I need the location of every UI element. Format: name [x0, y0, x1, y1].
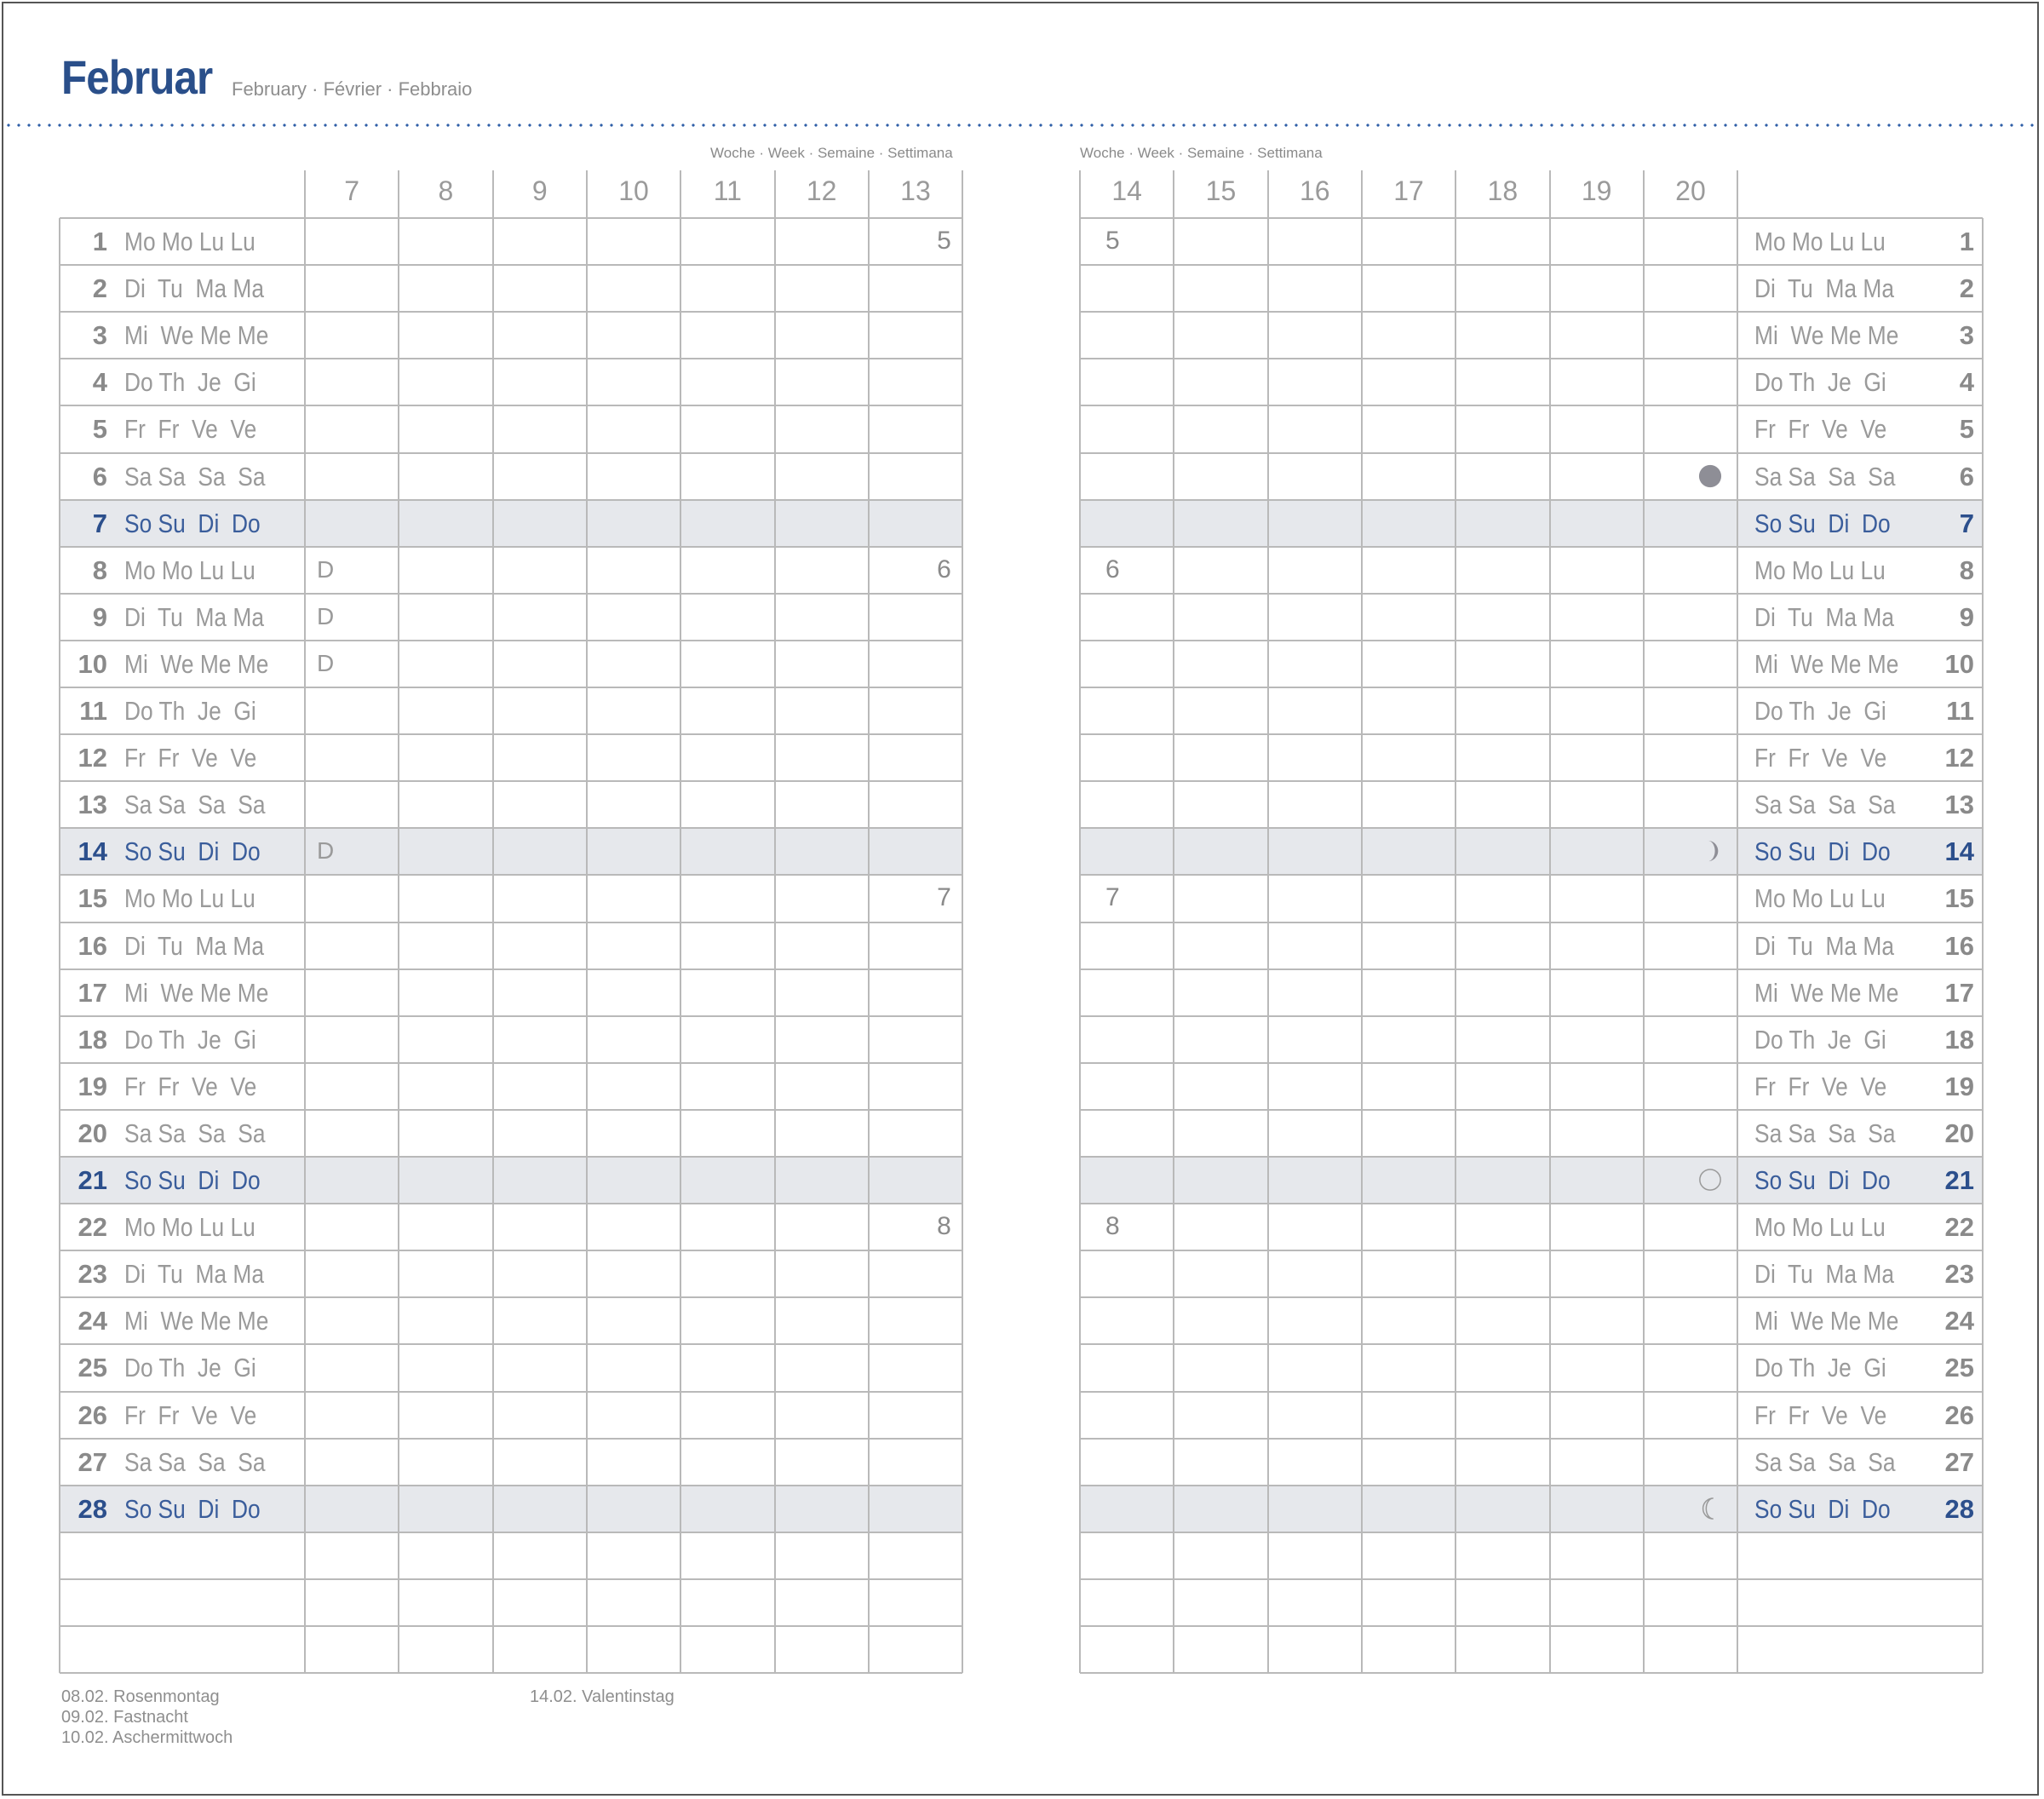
grid-line — [586, 170, 588, 1673]
day-names-left: Do Th Je Gi — [124, 1024, 256, 1055]
week-label-left: Woche · Week · Semaine · Settimana — [710, 145, 953, 161]
day-names-right: Fr Fr Ve Ve — [1754, 414, 1887, 445]
day-names-right: Sa Sa Sa Sa — [1754, 461, 1896, 491]
row-line-right — [1080, 499, 1983, 501]
row-line-left — [60, 1062, 962, 1064]
day-number-left: 18 — [78, 1024, 107, 1055]
day-names-left: Mi We Me Me — [124, 648, 269, 679]
row-line-left — [60, 1625, 962, 1627]
day-names-left: Sa Sa Sa Sa — [124, 461, 266, 491]
month-title: Februar — [61, 50, 213, 104]
day-names-left: Fr Fr Ve Ve — [124, 1071, 257, 1101]
day-number-right: 4 — [1959, 367, 1974, 398]
row-line-right — [1080, 874, 1983, 876]
row-line-right — [1080, 217, 1983, 219]
calendar-week-number: 5 — [937, 227, 951, 255]
row-line-right — [1080, 405, 1983, 406]
day-names-left: Do Th Je Gi — [124, 696, 256, 726]
row-line-right — [1080, 1485, 1983, 1486]
holiday-marker: D — [317, 837, 335, 865]
day-names-right: Mo Mo Lu Lu — [1754, 227, 1886, 256]
calendar-week-number: 6 — [937, 555, 951, 583]
row-line-right — [1080, 593, 1983, 595]
day-number-left: 9 — [92, 601, 107, 632]
day-names-left: Sa Sa Sa Sa — [124, 1446, 266, 1477]
day-number-left: 26 — [78, 1400, 107, 1430]
row-line-right — [1080, 780, 1983, 782]
day-number-right: 26 — [1944, 1400, 1974, 1430]
week-column-header: 20 — [1675, 175, 1706, 206]
grid-line — [398, 170, 399, 1673]
day-names-left: So Su Di Do — [124, 836, 261, 867]
last-quarter-icon — [1698, 1497, 1722, 1520]
first-quarter-icon — [1698, 839, 1722, 863]
day-number-left: 19 — [78, 1071, 107, 1101]
day-number-right: 3 — [1959, 320, 1974, 351]
day-number-right: 24 — [1944, 1306, 1974, 1336]
row-line-right — [1080, 1156, 1983, 1158]
dotted-divider — [3, 124, 2041, 127]
row-line-right — [1080, 922, 1983, 923]
grid-line — [1737, 170, 1738, 1673]
day-names-right: Mo Mo Lu Lu — [1754, 555, 1886, 585]
row-line-left — [60, 452, 962, 454]
grid-line — [492, 170, 494, 1673]
calendar-week-number: 7 — [1105, 883, 1120, 912]
holiday-list-left — [61, 1687, 233, 1748]
calendar-week-number: 6 — [1105, 555, 1120, 583]
day-number-right: 18 — [1944, 1024, 1974, 1055]
day-number-left: 17 — [78, 977, 107, 1008]
day-number-right: 10 — [1944, 648, 1974, 679]
day-names-left: Fr Fr Ve Ve — [124, 414, 257, 445]
day-names-right: Mi We Me Me — [1754, 648, 1899, 679]
row-line-left — [60, 1156, 962, 1158]
week-column-header: 17 — [1393, 175, 1424, 206]
day-number-right: 9 — [1959, 601, 1974, 632]
row-line-right — [1080, 264, 1983, 266]
day-number-left: 13 — [78, 790, 107, 820]
grid-line — [1361, 170, 1363, 1673]
day-names-right: Di Tu Ma Ma — [1754, 930, 1894, 961]
row-line-left — [60, 217, 962, 219]
month-subtitle: February · Février · Febbraio — [232, 78, 473, 100]
holiday-item: 14.02. Valentinstag — [530, 1687, 675, 1706]
grid-line — [1549, 170, 1551, 1673]
day-number-right: 16 — [1944, 930, 1974, 961]
day-names-left: Di Tu Ma Ma — [124, 273, 264, 304]
day-number-right: 14 — [1944, 836, 1974, 867]
row-line-left — [60, 1391, 962, 1393]
day-names-left: So Su Di Do — [124, 1493, 261, 1524]
grid-line — [1267, 170, 1269, 1673]
row-line-left — [60, 922, 962, 923]
row-line-left — [60, 827, 962, 829]
grid-line — [680, 170, 681, 1673]
day-number-right: 21 — [1944, 1165, 1974, 1195]
week-column-header: 15 — [1205, 175, 1237, 206]
row-line-left — [60, 593, 962, 595]
row-line-right — [1080, 733, 1983, 735]
grid-line — [1982, 218, 1984, 1673]
day-number-left: 6 — [92, 461, 107, 491]
day-number-left: 5 — [92, 414, 107, 445]
holiday-marker: D — [317, 555, 335, 583]
day-names-right: Mi We Me Me — [1754, 977, 1899, 1008]
day-names-right: Do Th Je Gi — [1754, 1024, 1886, 1055]
day-number-right: 6 — [1959, 461, 1974, 491]
day-names-right: So Su Di Do — [1754, 836, 1891, 867]
day-number-left: 23 — [78, 1259, 107, 1290]
day-names-right: So Su Di Do — [1754, 1493, 1891, 1524]
day-names-right: Mo Mo Lu Lu — [1754, 883, 1886, 914]
day-number-left: 20 — [78, 1118, 107, 1148]
row-line-left — [60, 1438, 962, 1440]
day-names-left: Mo Mo Lu Lu — [124, 227, 256, 256]
day-names-right: So Su Di Do — [1754, 1165, 1891, 1195]
day-number-right: 2 — [1959, 273, 1974, 304]
week-column-header: 18 — [1487, 175, 1519, 206]
day-names-right: Sa Sa Sa Sa — [1754, 1446, 1896, 1477]
week-column-header: 16 — [1299, 175, 1330, 206]
row-line-right — [1080, 358, 1983, 359]
day-number-left: 25 — [78, 1353, 107, 1383]
grid-line — [1173, 170, 1174, 1673]
row-line-right — [1080, 1438, 1983, 1440]
grid-line — [962, 170, 963, 1673]
day-number-left: 24 — [78, 1306, 107, 1336]
day-names-right: Do Th Je Gi — [1754, 367, 1886, 398]
day-number-left: 8 — [92, 555, 107, 585]
day-names-left: Mi We Me Me — [124, 320, 269, 351]
row-line-right — [1080, 968, 1983, 970]
row-line-left — [60, 640, 962, 641]
day-names-left: Do Th Je Gi — [124, 1353, 256, 1383]
day-number-right: 12 — [1944, 743, 1974, 773]
row-line-right — [1080, 1532, 1983, 1533]
day-names-left: Di Tu Ma Ma — [124, 601, 264, 632]
row-line-right — [1080, 1391, 1983, 1393]
grid-line — [1643, 170, 1645, 1673]
day-number-right: 25 — [1944, 1353, 1974, 1383]
calendar-week-number: 7 — [937, 883, 951, 912]
row-line-left — [60, 264, 962, 266]
day-names-left: Mi We Me Me — [124, 977, 269, 1008]
day-names-right: Di Tu Ma Ma — [1754, 1259, 1894, 1290]
row-line-left — [60, 1672, 962, 1674]
row-line-left — [60, 780, 962, 782]
calendar-week-number: 5 — [1105, 227, 1120, 255]
row-line-left — [60, 1109, 962, 1111]
day-names-left: Fr Fr Ve Ve — [124, 743, 257, 773]
row-line-left — [60, 1250, 962, 1251]
week-column-header: 12 — [806, 175, 837, 206]
row-line-right — [1080, 311, 1983, 313]
week-column-header: 9 — [531, 175, 548, 206]
grid-line — [774, 170, 776, 1673]
week-column-header: 19 — [1581, 175, 1612, 206]
day-number-right: 17 — [1944, 977, 1974, 1008]
week-column-header: 13 — [900, 175, 931, 206]
day-names-left: Sa Sa Sa Sa — [124, 1118, 266, 1148]
day-names-right: So Su Di Do — [1754, 508, 1891, 538]
day-names-left: Mo Mo Lu Lu — [124, 883, 256, 914]
row-line-right — [1080, 1625, 1983, 1627]
calendar-week-number: 8 — [1105, 1212, 1120, 1241]
holiday-list-middle — [530, 1687, 675, 1707]
row-line-left — [60, 733, 962, 735]
day-number-left: 16 — [78, 930, 107, 961]
holiday-marker: D — [317, 602, 335, 629]
day-names-right: Sa Sa Sa Sa — [1754, 1118, 1896, 1148]
row-line-right — [1080, 1015, 1983, 1017]
row-line-right — [1080, 546, 1983, 548]
day-number-left: 12 — [78, 743, 107, 773]
row-line-left — [60, 1296, 962, 1298]
row-line-left — [60, 1485, 962, 1486]
day-names-left: Mi We Me Me — [124, 1306, 269, 1336]
row-line-left — [60, 1015, 962, 1017]
holiday-item: 10.02. Aschermittwoch — [61, 1728, 233, 1747]
day-number-left: 3 — [92, 320, 107, 351]
day-names-right: Sa Sa Sa Sa — [1754, 790, 1896, 820]
day-names-right: Do Th Je Gi — [1754, 1353, 1886, 1383]
row-line-left — [60, 546, 962, 548]
row-line-left — [60, 405, 962, 406]
day-names-right: Mi We Me Me — [1754, 1306, 1899, 1336]
row-line-left — [60, 499, 962, 501]
week-column-header: 11 — [713, 175, 742, 206]
grid-line — [1079, 170, 1081, 1673]
day-number-right: 15 — [1944, 883, 1974, 914]
row-line-right — [1080, 687, 1983, 688]
day-number-right: 22 — [1944, 1212, 1974, 1243]
day-names-left: Di Tu Ma Ma — [124, 930, 264, 961]
row-line-right — [1080, 1250, 1983, 1251]
row-line-right — [1080, 827, 1983, 829]
day-number-left: 2 — [92, 273, 107, 304]
day-names-left: Mo Mo Lu Lu — [124, 1212, 256, 1243]
row-line-right — [1080, 1109, 1983, 1111]
day-names-right: Mo Mo Lu Lu — [1754, 1212, 1886, 1243]
row-line-right — [1080, 1296, 1983, 1298]
row-line-left — [60, 1343, 962, 1345]
day-number-left: 15 — [78, 883, 107, 914]
row-line-left — [60, 1532, 962, 1533]
day-names-left: So Su Di Do — [124, 508, 261, 538]
day-number-left: 21 — [78, 1165, 107, 1195]
day-names-left: Do Th Je Gi — [124, 367, 256, 398]
day-names-left: Mo Mo Lu Lu — [124, 555, 256, 585]
holiday-item: 08.02. Rosenmontag — [61, 1687, 220, 1706]
day-number-right: 13 — [1944, 790, 1974, 820]
week-column-header: 7 — [344, 175, 360, 206]
day-number-left: 14 — [78, 836, 107, 867]
row-line-right — [1080, 1343, 1983, 1345]
day-names-left: So Su Di Do — [124, 1165, 261, 1195]
row-line-left — [60, 358, 962, 359]
day-number-right: 27 — [1944, 1446, 1974, 1477]
row-line-left — [60, 311, 962, 313]
day-names-left: Di Tu Ma Ma — [124, 1259, 264, 1290]
day-names-right: Fr Fr Ve Ve — [1754, 1071, 1887, 1101]
day-number-left: 11 — [79, 696, 107, 726]
day-number-left: 27 — [78, 1446, 107, 1477]
new-moon-icon — [1698, 464, 1722, 488]
day-names-right: Fr Fr Ve Ve — [1754, 743, 1887, 773]
row-line-right — [1080, 1672, 1983, 1674]
day-number-right: 1 — [1959, 227, 1974, 256]
day-names-right: Di Tu Ma Ma — [1754, 601, 1894, 632]
week-column-header: 14 — [1111, 175, 1142, 206]
day-number-right: 11 — [1946, 696, 1974, 726]
day-number-left: 10 — [78, 648, 107, 679]
holiday-item: 09.02. Fastnacht — [61, 1708, 188, 1727]
row-line-left — [60, 1203, 962, 1204]
row-line-right — [1080, 452, 1983, 454]
grid-line — [1455, 170, 1456, 1673]
grid-line — [304, 170, 306, 1673]
day-names-right: Do Th Je Gi — [1754, 696, 1886, 726]
week-label-right: Woche · Week · Semaine · Settimana — [1080, 145, 1323, 161]
full-moon-icon — [1698, 1168, 1722, 1192]
week-column-header: 10 — [618, 175, 649, 206]
row-line-right — [1080, 640, 1983, 641]
grid-line — [868, 170, 870, 1673]
row-line-right — [1080, 1578, 1983, 1580]
day-names-right: Mi We Me Me — [1754, 320, 1899, 351]
row-line-left — [60, 968, 962, 970]
day-number-left: 22 — [78, 1212, 107, 1243]
day-names-left: Fr Fr Ve Ve — [124, 1400, 257, 1430]
row-line-right — [1080, 1203, 1983, 1204]
day-number-left: 1 — [92, 227, 107, 256]
day-names-right: Di Tu Ma Ma — [1754, 273, 1894, 304]
day-number-left: 28 — [78, 1493, 107, 1524]
day-number-right: 5 — [1959, 414, 1974, 445]
day-number-right: 28 — [1944, 1493, 1974, 1524]
day-names-right: Fr Fr Ve Ve — [1754, 1400, 1887, 1430]
day-number-right: 19 — [1944, 1071, 1974, 1101]
row-line-left — [60, 687, 962, 688]
calendar-week-number: 8 — [937, 1212, 951, 1241]
day-number-right: 20 — [1944, 1118, 1974, 1148]
day-number-left: 7 — [92, 508, 107, 538]
day-number-right: 7 — [1959, 508, 1974, 538]
day-number-left: 4 — [92, 367, 107, 398]
day-names-left: Sa Sa Sa Sa — [124, 790, 266, 820]
holiday-marker: D — [317, 649, 335, 676]
day-number-right: 23 — [1944, 1259, 1974, 1290]
week-column-header: 8 — [438, 175, 454, 206]
day-number-right: 8 — [1959, 555, 1974, 585]
row-line-right — [1080, 1062, 1983, 1064]
row-line-left — [60, 874, 962, 876]
row-line-left — [60, 1578, 962, 1580]
